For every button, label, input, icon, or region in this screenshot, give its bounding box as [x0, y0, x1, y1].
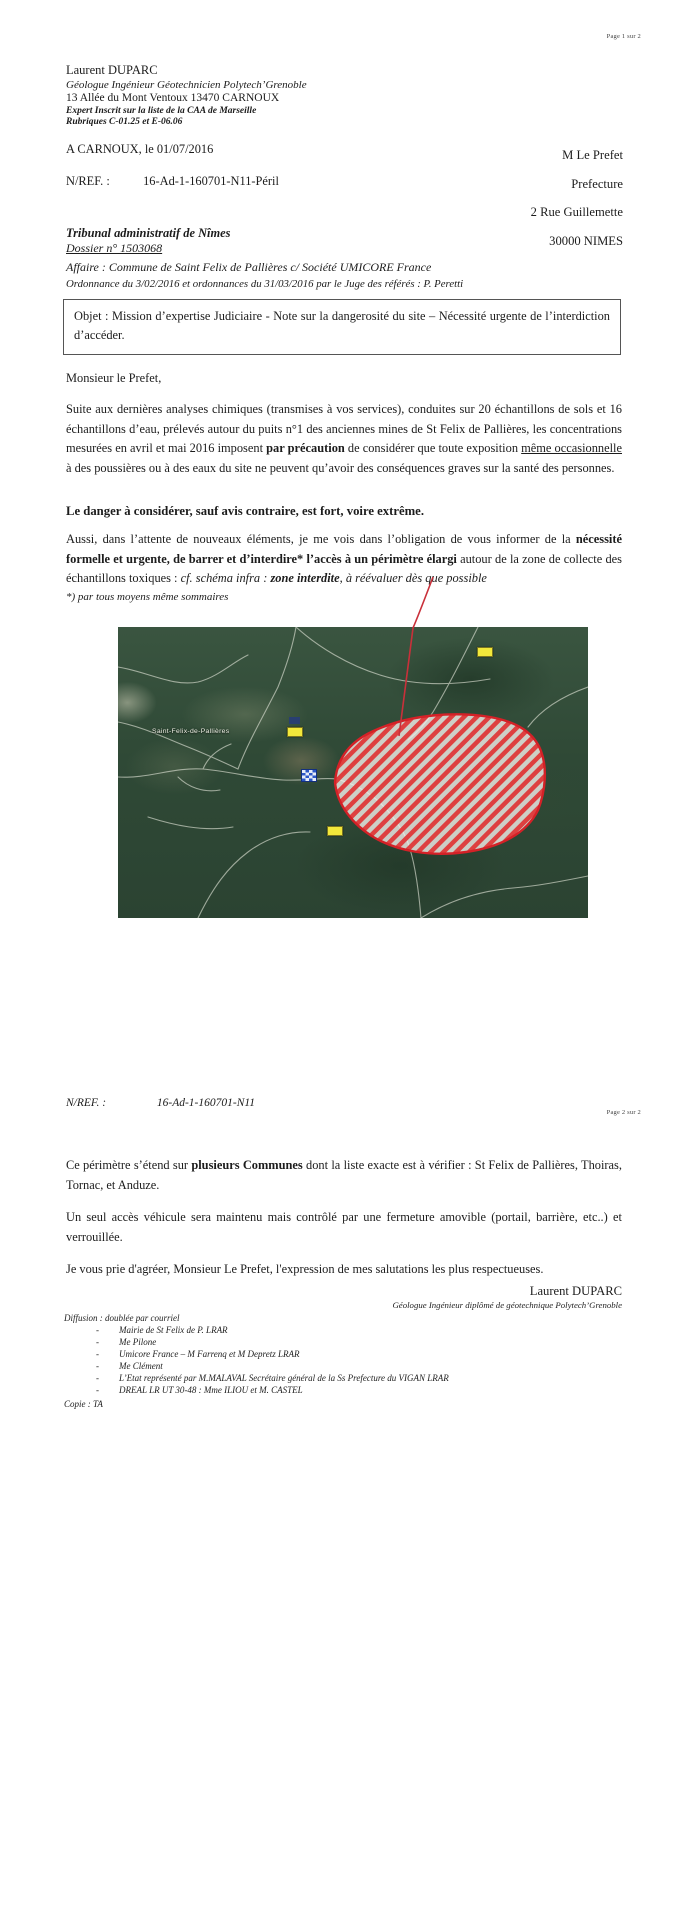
paragraph-interdiction [66, 530, 622, 589]
reference-label: N/REF. : [66, 174, 110, 188]
signature-title: Géologue Ingénieur diplômé de géotechnique Polytech’Grenoble [392, 1300, 622, 1310]
dash-bullet: - [96, 1373, 99, 1383]
zone-interdite-label: zone interdite [270, 571, 340, 585]
paragraph-perimetre-text: dont la liste exacte est à vérifier : St Felix de Pallières, Thoiras, Tornac, et Anduze. [66, 1158, 622, 1192]
recipient-line: 30000 NIMES [549, 233, 623, 248]
sender-block [66, 63, 466, 127]
sender-name: Laurent DUPARC [66, 63, 158, 77]
paragraph-interdiction-italic: cf. schéma infra : [180, 571, 271, 585]
sender-title: Géologue Ingénieur Géotechnicien Polytech’Grenoble [66, 79, 307, 91]
diffusion-heading: Diffusion : doublée par courriel [64, 1313, 180, 1323]
diffusion-item-text: Umicore France – M Farrenq et M Depretz LRAR [119, 1349, 300, 1359]
diffusion-list [64, 1324, 584, 1396]
paragraph-interdiction-bold: nécessité formelle et urgente, de barrer et d’interdire* l’accès à un périmètre élargi [66, 532, 622, 566]
recipient-line: M Le Prefet [562, 148, 623, 162]
paragraph-analyses-underline: même occasionnelle [521, 441, 622, 455]
sender-rubriques-line: Rubriques C-01.25 et E-06.06 [66, 117, 183, 127]
page2-number: Page 2 sur 2 [606, 1109, 641, 1116]
recipient-block [531, 141, 623, 255]
diffusion-item-text: Mairie de St Felix de P. LRAR [119, 1325, 228, 1335]
ordonnance-line: Ordonnance du 3/02/2016 et ordonnances du 31/03/2016 par le Juge des référés : P. Peretti [66, 278, 464, 290]
page2-reference-line [66, 1097, 255, 1109]
paragraph-perimetre-text: Ce périmètre s’étend sur [66, 1158, 192, 1172]
salutation: Monsieur le Prefet, [66, 371, 162, 385]
dash-bullet: - [96, 1325, 99, 1335]
diffusion-item-text: Me Pilone [119, 1337, 157, 1347]
dash-bullet: - [96, 1337, 99, 1347]
map-roads-layer [118, 627, 588, 918]
paragraph-analyses [66, 400, 622, 478]
road-number-badge-icon [477, 647, 493, 657]
diffusion-item-text: L’Etat représenté par M.MALAVAL Secrétaire général de la Ss Prefecture du VIGAN LRAR [119, 1373, 449, 1383]
diffusion-item [64, 1372, 584, 1384]
diffusion-item [64, 1348, 584, 1360]
page1-number: Page 1 sur 2 [606, 33, 641, 40]
paragraph-analyses-text: de considérer que toute exposition [344, 441, 522, 455]
copie-line: Copie : TA [64, 1399, 103, 1409]
footnote: *) par tous moyens même sommaires [66, 591, 229, 603]
dash-bullet: - [96, 1361, 99, 1371]
sender-expert-line: Expert Inscrit sur la liste de la CAA de Marseille [66, 105, 257, 116]
diffusion-item [64, 1324, 584, 1336]
reference-line [66, 174, 279, 189]
recipient-line: 2 Rue Guillemette [530, 205, 623, 219]
diffusion-item-text: DREAL LR UT 30-48 : Mme ILIOU et M. CASTEL [119, 1385, 303, 1395]
paragraph-analyses-text: Suite aux dernières analyses chimiques (transmises à vos services), conduites sur 20 échantillons de sols et 16 échantillons d’eau, prélevés autour du puits n°1 des anciennes mines de St Felix de Pallières, les concentrations mesurées en avril et mai 2016 imposent [66, 402, 622, 455]
tribunal-line: Tribunal administratif de Nîmes [66, 226, 231, 240]
reference-value: 16-Ad-1-160701-N11-Péril [143, 174, 279, 188]
map-town-label: Saint-Felix-de-Pallières [152, 728, 230, 735]
diffusion-item [64, 1384, 584, 1396]
objet-box [63, 299, 621, 355]
dash-bullet: - [96, 1385, 99, 1395]
paragraph-analyses-bold: par précaution [266, 441, 345, 455]
paragraph-perimetre [66, 1156, 622, 1195]
objet-text: Objet : Mission d’expertise Judiciaire - Note sur la dangerosité du site – Nécessité urgente de l’interdiction d’accéder. [74, 309, 610, 342]
affaire-line: Affaire : Commune de Saint Felix de Pallières c/ Société UMICORE France [66, 260, 432, 274]
diffusion-item [64, 1360, 584, 1372]
date-line: A CARNOUX, le 01/07/2016 [66, 142, 214, 156]
paragraph-interdiction-text: Aussi, dans l’attente de nouveaux éléments, je me vois dans l’obligation de vous informer de la [66, 532, 576, 546]
danger-statement: Le danger à considérer, sauf avis contraire, est fort, voire extrême. [66, 504, 424, 518]
sender-address: 13 Allée du Mont Ventoux 13470 CARNOUX [66, 92, 280, 104]
mine-site-marker-icon [301, 769, 317, 782]
diffusion-item [64, 1336, 584, 1348]
site-map-figure [118, 627, 588, 918]
closing-line: Je vous prie d'agréer, Monsieur Le Prefet, l'expression de mes salutations les plus respectueuses. [66, 1262, 544, 1276]
dossier-line: Dossier n° 1503068 [66, 241, 163, 255]
dash-bullet: - [96, 1349, 99, 1359]
paragraph-analyses-text: à des poussières ou à des eaux du site ne peuvent qu’avoir des conséquences graves sur la santé des personnes. [66, 460, 615, 475]
paragraph-perimetre-bold: plusieurs Communes [191, 1158, 303, 1172]
paragraph-acces: Un seul accès véhicule sera maintenu mais contrôlé par une fermeture amovible (portail, barrière, etc..) et verrouillée. [66, 1210, 622, 1244]
diffusion-item-text: Me Clément [119, 1361, 163, 1371]
paragraph-interdiction-italic: , à réévaluer dès que possible [339, 571, 487, 585]
signature-name: Laurent DUPARC [529, 1284, 622, 1298]
restricted-zone [335, 714, 545, 853]
paragraph-interdiction-text: autour de la zone de collecte des échantillons toxiques : [66, 551, 622, 585]
road-number-badge-icon [287, 727, 303, 737]
road-number-badge-icon [327, 826, 343, 836]
reference-value: 16-Ad-1-160701-N11 [156, 1097, 256, 1109]
recipient-line: Prefecture [571, 176, 623, 191]
map-blue-label-icon [289, 717, 300, 724]
reference-label: N/REF. : [66, 1097, 107, 1109]
